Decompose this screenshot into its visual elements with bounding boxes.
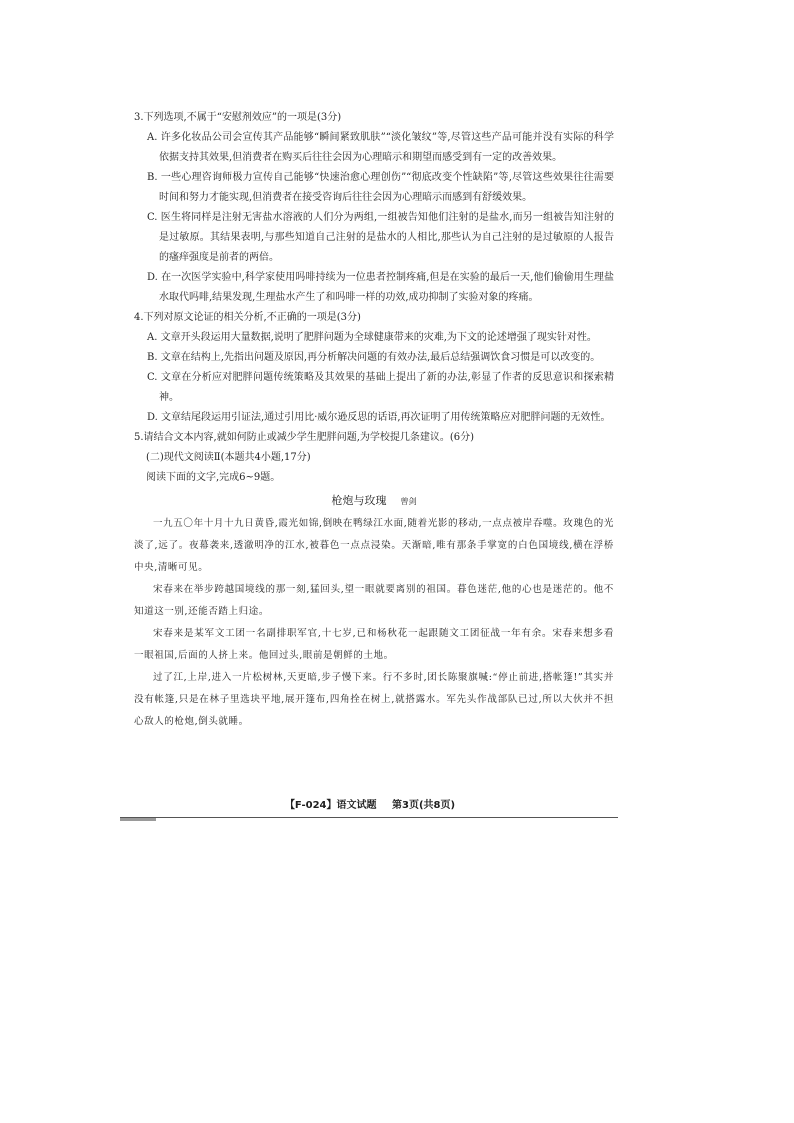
story-title: 枪炮与玫瑰 [331, 494, 387, 507]
question-3 [134, 108, 614, 308]
section-instruction: 阅读下面的文字,完成6~9题。 [146, 472, 281, 483]
story-paragraph: 一九五〇年十月十九日黄昏,霞光如锦,倒映在鸭绿江水面,随着光影的移动,一点点被岸吞噬。玫瑰色的光淡了,远了。夜幕袭来,透澈明净的江水,被暮色一点点浸染。天渐暗,唯有那条手掌宽的白色国境线,横在浮桥中央,清晰可见。 [134, 518, 614, 573]
exam-code: 【F-024】语文试题 [284, 800, 377, 811]
section-heading: (二)现代文阅读Ⅱ(本题共4小题,17分) [146, 452, 311, 463]
footer-rule-mark [120, 818, 156, 821]
question-4 [134, 308, 614, 428]
question-5-stem: 5.请结合文本内容,就如何防止或减少学生肥胖问题,为学校提几条建议。(6分) [134, 432, 475, 443]
question-3-stem: 3.下列选项,不属于“安慰剂效应”的一项是(3分) [134, 112, 342, 123]
page-content [134, 108, 614, 733]
story-author: 曾剑 [400, 497, 417, 506]
story-paragraph: 过了江,上岸,进入一片松树林,天更暗,步子慢下来。行不多时,团长陈聚旗喊:“停止前进,搭帐篷!”其实并没有帐篷,只是在林子里选块平地,展开篷布,四角拴在树上,就搭露水。军先头作战部队已过,所以大伙并不担心敌人的枪炮,倒头就睡。 [134, 672, 614, 727]
question-4-option-d: D. 文章结尾段运用引证法,通过引用比·威尔逊反思的话语,再次证明了用传统策略应对肥胖问题的无效性。 [147, 412, 611, 423]
question-3-option-d: D. 在一次医学实验中,科学家使用吗啡持续为一位患者控制疼痛,但是在实验的最后一天,他们偷偷用生理盐水取代吗啡,结果发现,生理盐水产生了和吗啡一样的功效,成功抑制了实验对象的疼痛。 [147, 272, 614, 303]
footer-rule [120, 817, 618, 818]
page-number: 第3页(共8页) [391, 800, 456, 811]
page-footer [120, 796, 620, 811]
story-paragraph: 宋春来是某军文工团一名副排职军官,十七岁,已和杨秋花一起跟随文工团征战一年有余。宋春来想多看一眼祖国,后面的人挤上来。他回过头,眼前是朝鲜的土地。 [134, 628, 614, 661]
story-paragraph: 宋春来在举步跨越国境线的那一刻,猛回头,望一眼就要离别的祖国。暮色迷茫,他的心也是迷茫的。他不知道这一别,还能否踏上归途。 [134, 584, 614, 617]
question-3-option-b: B. 一些心理咨询师极力宣传自己能够“快速治愈心理创伤”“彻底改变个性缺陷”等,尽管这些效果往往需要时间和努力才能实现,但消费者在接受咨询后往往会因为心理暗示而感到有舒缓效果。 [147, 172, 614, 203]
question-4-option-b: B. 文章在结构上,先指出问题及原因,再分析解决问题的有效办法,最后总结强调饮食习惯是可以改变的。 [147, 352, 601, 363]
question-4-stem: 4.下列对原文论证的相关分析,不正确的一项是(3分) [134, 312, 361, 323]
question-3-option-c: C. 医生将同样是注射无害盐水溶液的人们分为两组,一组被告知他们注射的是盐水,而另一组被告知注射的是过敏原。其结果表明,与那些知道自己注射的是盐水的人相比,那些认为自己注射的是过敏原的人报告的瘙痒强度是前者的两倍。 [147, 212, 614, 263]
question-3-option-a: A. 许多化妆品公司会宣传其产品能够“瞬间紧致肌肤”“淡化皱纹”等,尽管这些产品可能并没有实际的科学依据支持其效果,但消费者在购买后往往会因为心理暗示和期望而感受到有一定的改善效果。 [147, 132, 614, 163]
question-4-option-c: C. 文章在分析应对肥胖问题传统策略及其效果的基础上提出了新的办法,彰显了作者的反思意识和探索精神。 [147, 372, 614, 403]
story-title-row [134, 490, 614, 513]
question-4-option-a: A. 文章开头段运用大量数据,说明了肥胖问题为全球健康带来的灾难,为下文的论述增强了现实针对性。 [147, 332, 597, 343]
